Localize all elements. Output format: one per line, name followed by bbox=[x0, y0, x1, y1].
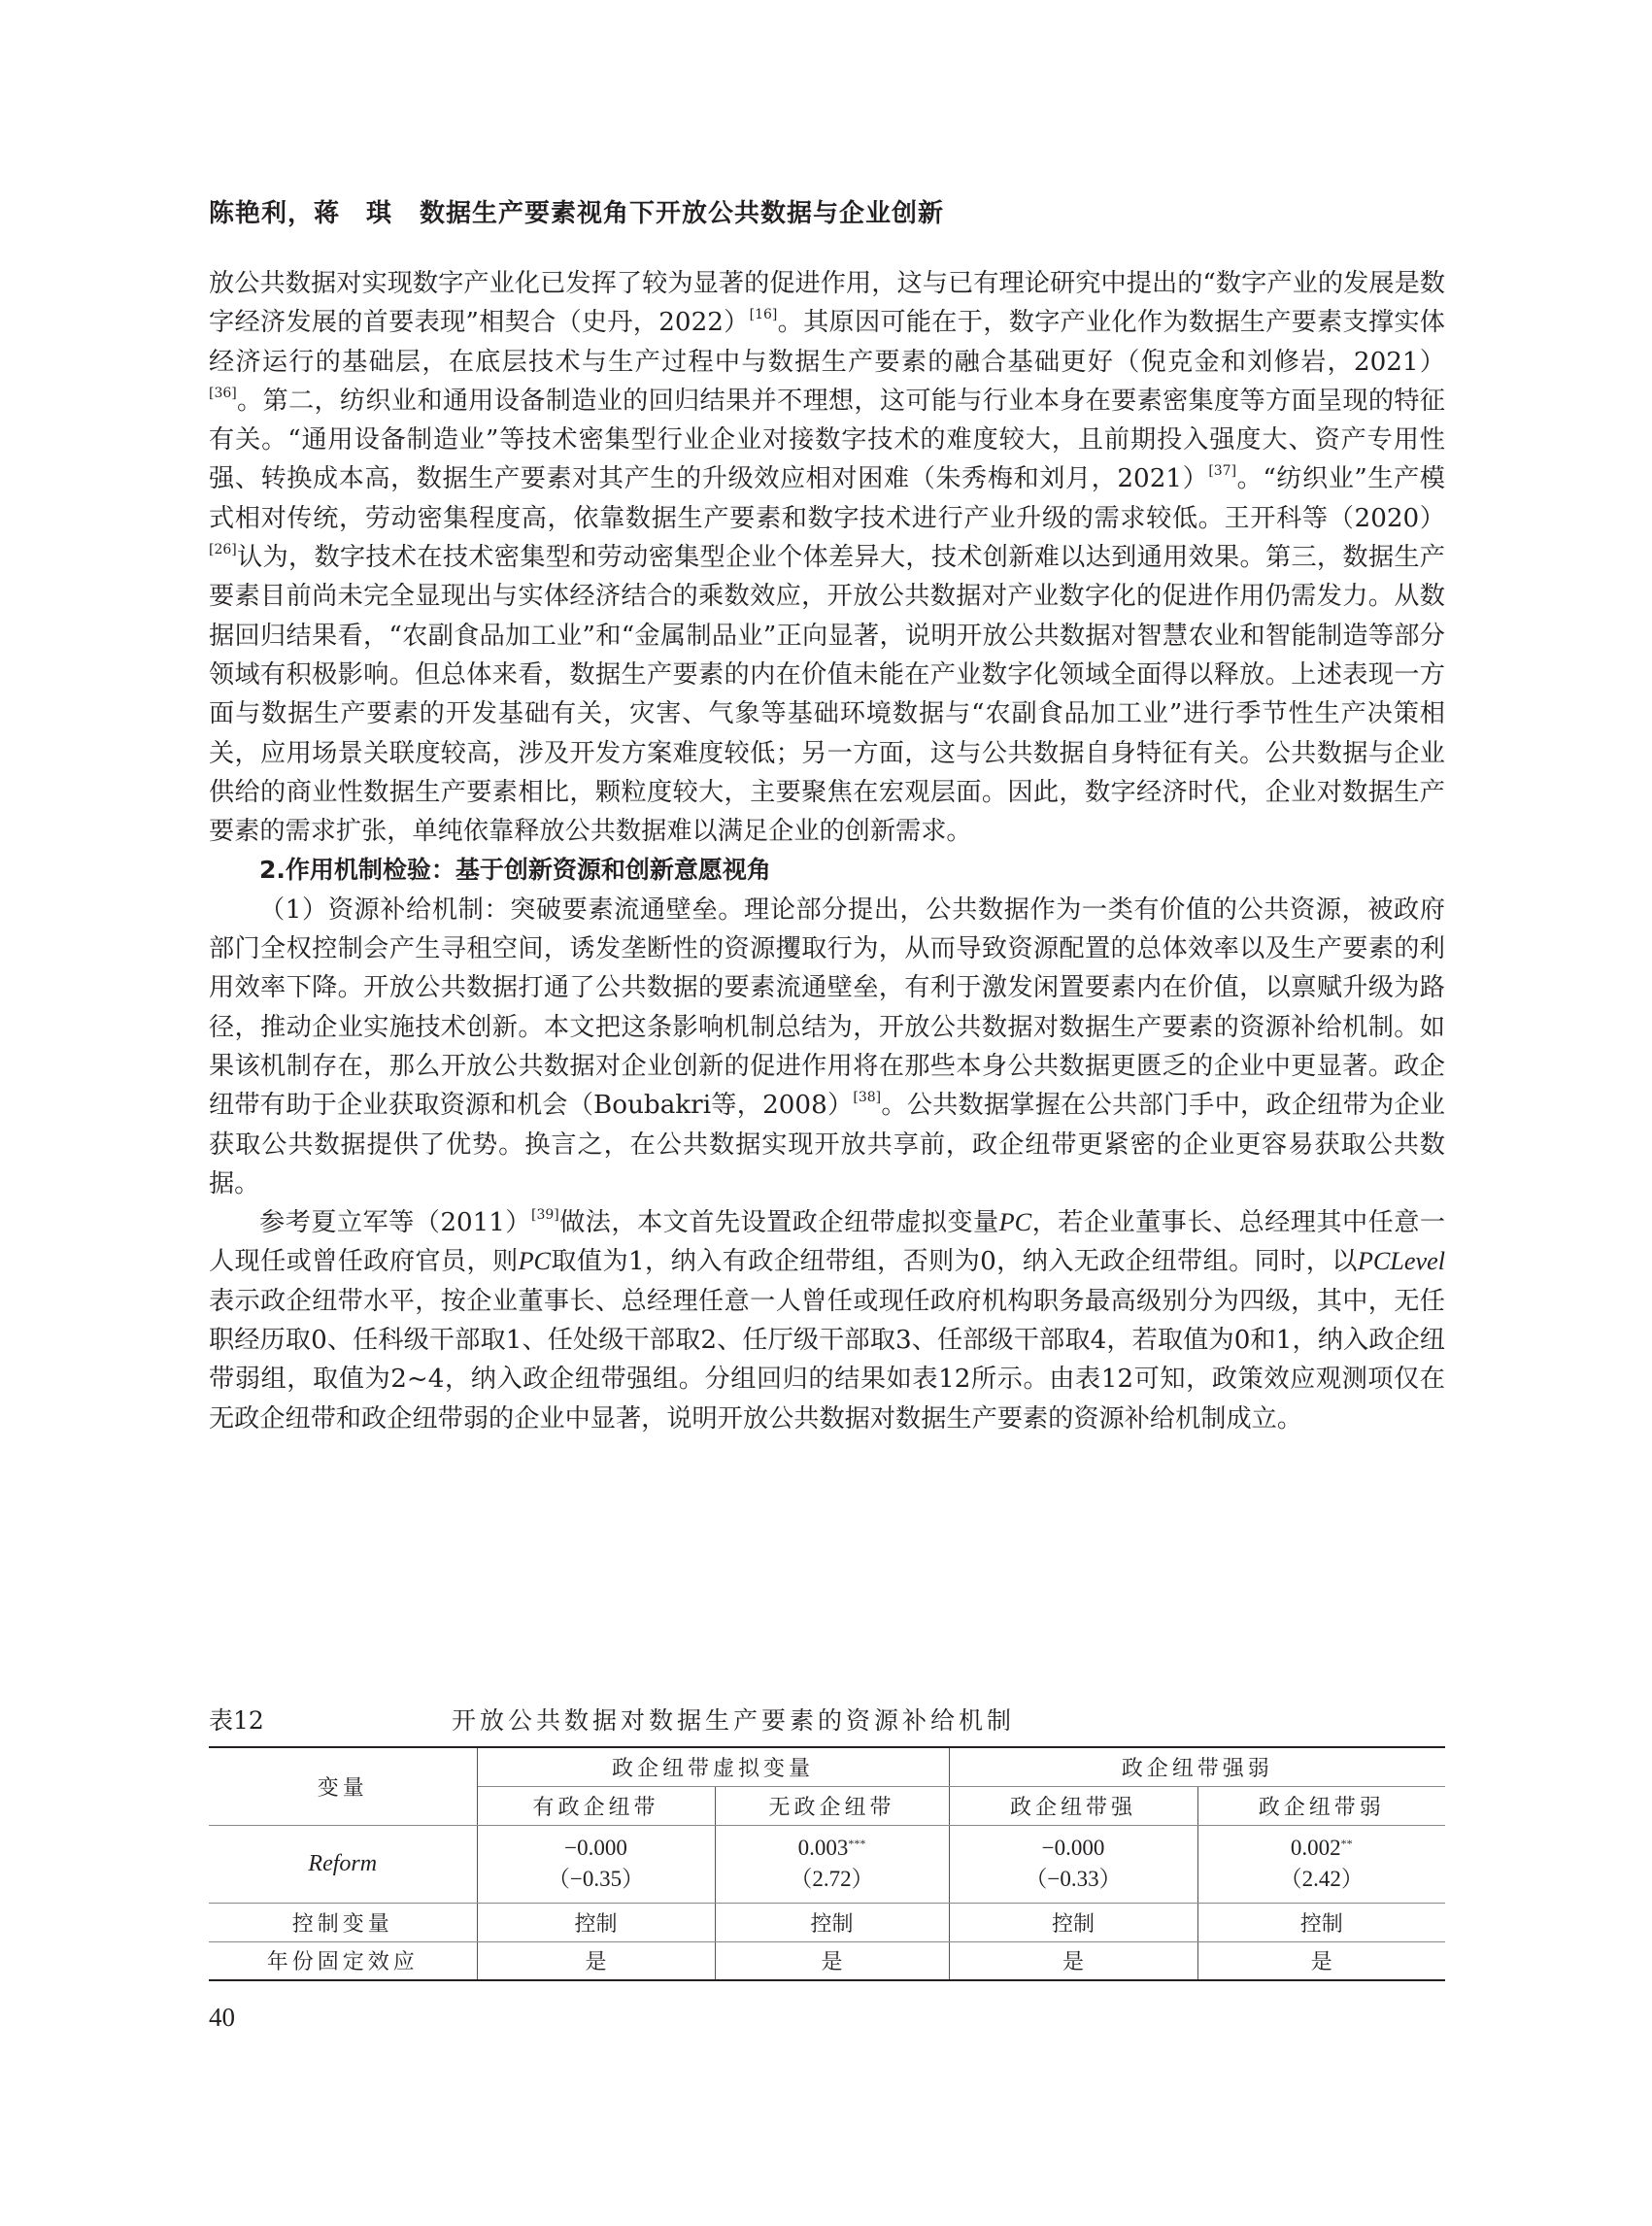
variable-pc: PC bbox=[998, 1208, 1032, 1237]
text-run: 表示政企纽带水平，按企业董事长、总经理任意一人曾任或现任政府机构职务最高级别分为四级，其中，无任职经历取0、任科级干部取1、任处级干部取2、任厅级干部取3、任部级干部取4，若取值为0和1，纳入政企纽带弱组，取值为2~4，纳入政企纽带强组。分组回归的结果如表12所示。由表12可知，政策效应观测项仅在无政企纽带和政企纽带弱的企业中显著，说明开放公共数据对数据生产要素的资源补给机制成立。 bbox=[209, 1286, 1445, 1433]
table-row-controls bbox=[209, 1903, 1445, 1941]
paragraph-industry-analysis bbox=[209, 264, 1445, 851]
coef-cell bbox=[1197, 1825, 1445, 1903]
table-title: 开放公共数据对数据生产要素的资源补给机制 bbox=[451, 1706, 1015, 1735]
table-row-reform bbox=[209, 1825, 1445, 1903]
col-header: 无政企纽带 bbox=[715, 1786, 949, 1825]
citation-ref: [16] bbox=[749, 307, 778, 323]
variable-pc: PC bbox=[518, 1247, 552, 1276]
results-table bbox=[209, 1746, 1445, 1981]
text-run: 。公共数据掌握在公共部门手中，政企纽带为企业获取公共数据提供了优势。换言之，在公共数据实现开放共享前，政企纽带更紧密的企业更容易获取公共数据。 bbox=[209, 1091, 1445, 1198]
citation-ref: [38] bbox=[853, 1090, 882, 1106]
cell: 控制 bbox=[949, 1903, 1197, 1941]
table-caption bbox=[209, 1702, 1445, 1740]
text-run: （1）资源补给机制：突破要素流通壁垒。理论部分提出，公共数据作为一类有价值的公共资源，被政府部门全权控制会产生寻租空间，诱发垄断性的资源攫取行为，从而导致资源配置的总体效率以及生产要素的利用效率下降。开放公共数据打通了公共数据的要素流通壁垒，有利于激发闲置要素内在价值，以禀赋升级为路径，推动企业实施技术创新。本文把这条影响机制总结为，开放公共数据对数据生产要素的资源补给机制。如果该机制存在，那么开放公共数据对企业创新的促进作用将在那些本身公共数据更匮乏的企业中更显著。政企纽带有助于企业获取资源和机会（Boubakri等，2008） bbox=[209, 894, 1445, 1121]
text-run: 认为，数字技术在技术密集型和劳动密集型企业个体差异大，技术创新难以达到通用效果。第三，数据生产要素目前尚未完全显现出与实体经济结合的乘数效应，开放公共数据对产业数字化的促进作用仍需发力。从数据回归结果看，“农副食品加工业”和“金属制品业”正向显著，说明开放公共数据对智慧农业和智能制造等部分领域有积极影响。但总体来看，数据生产要素的内在价值未能在产业数字化领域全面得以释放。上述表现一方面与数据生产要素的开发基础有关，灾害、气象等基础环境数据与“农副食品加工业”进行季节性生产决策相关，应用场景关联度较高，涉及开发方案难度较低；另一方面，这与公共数据自身特征有关。公共数据与企业供给的商业性数据生产要素相比，颗粒度较大，主要聚焦在宏观层面。因此，数字经济时代，企业对数据生产要素的需求扩张，单纯依靠释放公共数据难以满足企业的创新需求。 bbox=[209, 543, 1445, 847]
t-stat: （2.72） bbox=[790, 1867, 874, 1891]
t-stat: （−0.35） bbox=[547, 1867, 645, 1891]
cell: 是 bbox=[477, 1941, 715, 1980]
significance-stars: *** bbox=[848, 1837, 866, 1850]
section-heading: 2.作用机制检验：基于创新资源和创新意愿视角 bbox=[259, 856, 771, 885]
page-number: 40 bbox=[209, 2003, 235, 2032]
row-label-reform: Reform bbox=[209, 1825, 477, 1903]
cell: 是 bbox=[715, 1941, 949, 1980]
table-header-row bbox=[209, 1747, 1445, 1786]
paragraph-resource-mechanism bbox=[209, 891, 1445, 1203]
header-variable: 变量 bbox=[209, 1747, 477, 1825]
header-group-pc-dummy: 政企纽带虚拟变量 bbox=[477, 1747, 949, 1786]
coef-cell bbox=[715, 1825, 949, 1903]
cell: 是 bbox=[1197, 1941, 1445, 1980]
text-run: 。其原因可能在于，数字产业化作为数据生产要素支撑实体经济运行的基础层，在底层技术与生产过程中与数据生产要素的融合基础更好（倪克金和刘修岩，2021） bbox=[209, 308, 1445, 377]
text-run: 。“纺织业”生产模式相对传统，劳动密集程度高，依靠数据生产要素和数字技术进行产业升级的需求较低。王开科等（2020） bbox=[209, 464, 1445, 533]
citation-ref: [39] bbox=[531, 1207, 559, 1224]
paragraph-method bbox=[209, 1203, 1445, 1438]
t-stat: （2.42） bbox=[1279, 1867, 1364, 1891]
cell: 控制 bbox=[477, 1903, 715, 1941]
col-header: 有政企纽带 bbox=[477, 1786, 715, 1825]
coef-value: 0.002 bbox=[1290, 1836, 1341, 1860]
table-number: 表12 bbox=[209, 1706, 264, 1735]
text-run: 参考夏立军等（2011） bbox=[259, 1208, 532, 1238]
variable-pclevel: PCLevel bbox=[1357, 1247, 1446, 1276]
text-run: 。第二，纺织业和通用设备制造业的回归结果并不理想，这可能与行业本身在要素密集度等方面呈现的特征有关。“通用设备制造业”等技术密集型行业企业对接数字技术的难度较大，且前期投入强度大、资产专用性强、转换成本高，数据生产要素对其产生的升级效应相对困难（朱秀梅和刘月，2021） bbox=[209, 386, 1445, 494]
citation-ref: [36] bbox=[209, 385, 237, 401]
col-header: 政企纽带强 bbox=[949, 1786, 1197, 1825]
row-label-year-fe: 年份固定效应 bbox=[209, 1941, 477, 1980]
text-run: 取值为1，纳入有政企纽带组，否则为0，纳入无政企纽带组。同时，以 bbox=[551, 1247, 1358, 1277]
cell: 控制 bbox=[1197, 1903, 1445, 1941]
cell: 是 bbox=[949, 1941, 1197, 1980]
text-run: 放公共数据对实现数字产业化已发挥了较为显著的促进作用，这与已有理论研究中提出的“数字产业的发展是数字经济发展的首要表现”相契合（史丹，2022） bbox=[209, 269, 1445, 338]
coef-value: −0.000 bbox=[1041, 1836, 1105, 1860]
row-label-controls: 控制变量 bbox=[209, 1903, 477, 1941]
article-body bbox=[209, 264, 1445, 1438]
col-header: 政企纽带弱 bbox=[1197, 1786, 1445, 1825]
header-authors: 陈艳利，蒋 琪 bbox=[209, 199, 393, 228]
table-row-year-fe bbox=[209, 1941, 1445, 1980]
citation-ref: [26] bbox=[209, 542, 237, 558]
significance-stars: ** bbox=[1340, 1837, 1353, 1850]
coef-cell bbox=[477, 1825, 715, 1903]
t-stat: （−0.33） bbox=[1025, 1867, 1122, 1891]
citation-ref: [37] bbox=[1208, 463, 1237, 480]
coef-cell bbox=[949, 1825, 1197, 1903]
cell: 控制 bbox=[715, 1903, 949, 1941]
coef-value: −0.000 bbox=[564, 1836, 627, 1860]
text-run: ，若企业董事长、总经理其中任意一人现任或曾任政府官员，则 bbox=[209, 1208, 1446, 1277]
header-group-pc-strength: 政企纽带强弱 bbox=[949, 1747, 1445, 1786]
header-title: 数据生产要素视角下开放公共数据与企业创新 bbox=[420, 199, 945, 228]
running-header bbox=[209, 193, 1452, 229]
coef-value: 0.003 bbox=[797, 1836, 849, 1860]
text-run: 做法，本文首先设置政企纽带虚拟变量 bbox=[558, 1208, 999, 1238]
